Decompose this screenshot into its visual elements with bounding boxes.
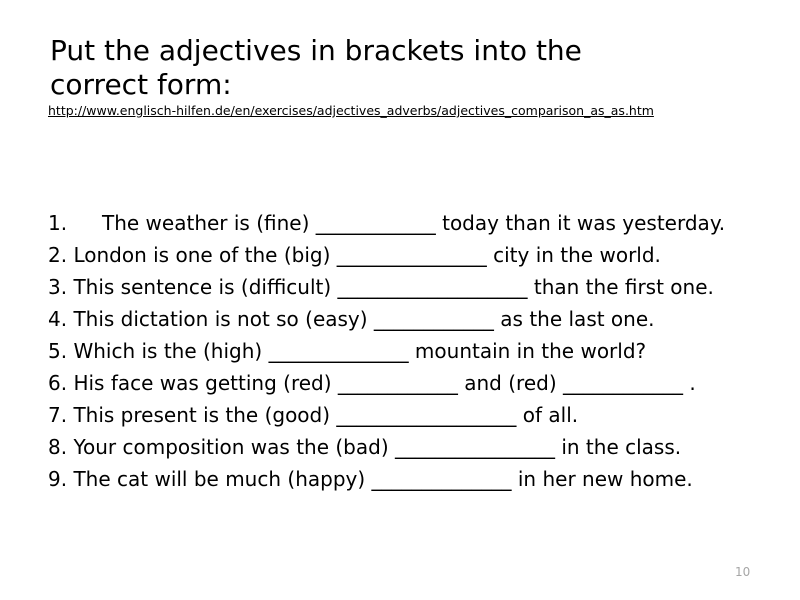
exercise-item-1: [48, 210, 758, 236]
exercise-item-4: [48, 306, 758, 332]
item-text: Which is the (high) ______________ mountain in the world?: [73, 339, 647, 363]
title-line-1: Put the adjectives in brackets into the: [50, 34, 582, 67]
title-line-2: correct form:: [50, 68, 232, 101]
exercise-item-9: [48, 466, 758, 492]
item-number: 3.: [48, 275, 68, 299]
exercise-item-6: [48, 370, 758, 396]
item-number: 5.: [48, 339, 68, 363]
exercise-list: [48, 210, 758, 498]
item-number: 6.: [48, 371, 68, 395]
source-link[interactable]: http://www.englisch-hilfen.de/en/exercises/adjectives_adverbs/adjectives_comparison_as_as.htm: [48, 103, 654, 118]
slide-title: [50, 34, 770, 102]
item-number: 2.: [48, 243, 68, 267]
item-text: This sentence is (difficult) ___________________ than the first one.: [73, 275, 714, 299]
exercise-item-7: [48, 402, 758, 428]
item-text: The weather is (fine) ____________ today than it was yesterday.: [102, 211, 726, 235]
exercise-item-2: [48, 242, 758, 268]
exercise-item-8: [48, 434, 758, 460]
item-number: 1.: [48, 211, 68, 235]
page-number: 10: [735, 565, 751, 579]
item-number: 4.: [48, 307, 68, 331]
exercise-item-5: [48, 338, 758, 364]
item-text: The cat will be much (happy) ______________ in her new home.: [73, 467, 693, 491]
exercise-item-3: [48, 274, 758, 300]
item-number: 7.: [48, 403, 68, 427]
item-text: His face was getting (red) ____________ and (red) ____________ .: [73, 371, 696, 395]
item-text: London is one of the (big) _______________ city in the world.: [73, 243, 661, 267]
item-number: 9.: [48, 467, 68, 491]
item-text: This present is the (good) __________________ of all.: [73, 403, 579, 427]
item-number: 8.: [48, 435, 68, 459]
item-text: This dictation is not so (easy) ____________ as the last one.: [73, 307, 655, 331]
item-text: Your composition was the (bad) ________________ in the class.: [73, 435, 682, 459]
